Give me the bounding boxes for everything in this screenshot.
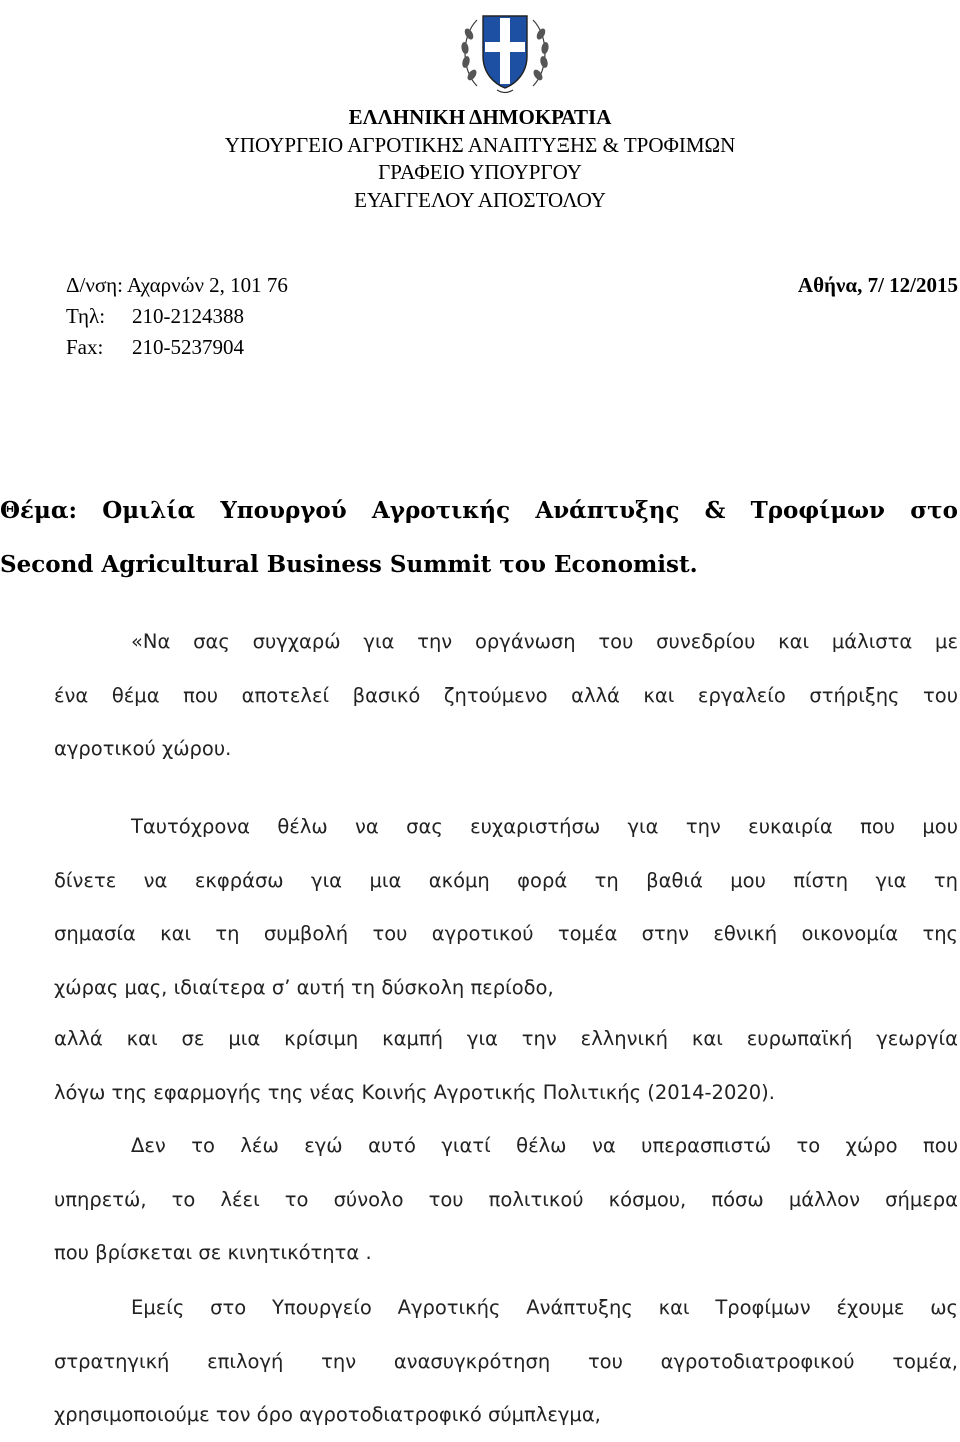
- fax-line: [66, 332, 288, 363]
- paragraph-1: [54, 615, 958, 776]
- subject-word: Αγροτικής: [371, 497, 511, 524]
- subject-word: Τροφίμων: [750, 497, 886, 524]
- subject-word: στο: [910, 497, 958, 524]
- paragraph-4: [54, 1119, 958, 1280]
- subject-line-2: Second Agricultural Business Summit του Economist.: [0, 551, 698, 578]
- subject-word: Ανάπτυξης: [535, 497, 680, 524]
- paragraph-line: που βρίσκεται σε κινητικότητα .: [54, 1241, 372, 1265]
- paragraph-line: χρησιμοποιούμε τον όρο αγροτοδιατροφικό σύμπλεγμα,: [54, 1403, 601, 1427]
- letterhead-country: ΕΛΛΗΝΙΚΗ ΔΗΜΟΚΡΑΤΙΑ: [348, 105, 612, 129]
- paragraph-5: [54, 1281, 958, 1442]
- fax-value: 210-5237904: [132, 335, 244, 359]
- paragraph-3: [54, 1012, 958, 1119]
- paragraph-line: Ταυτόχρονα θέλω να σας ευχαριστήσω για την ευκαιρία που μου: [131, 815, 958, 838]
- paragraph-line: ένα θέμα που αποτελεί βασικό ζητούμενο αλλά και εργαλείο στήριξης του: [54, 683, 958, 707]
- subject-line-1: [0, 484, 958, 538]
- letterhead-minister: ΕΥΑΓΓΕΛΟΥ ΑΠΟΣΤΟΛΟΥ: [354, 187, 606, 212]
- paragraph-2: [54, 800, 958, 1015]
- paragraph-line: Εμείς στο Υπουργείο Αγροτικής Ανάπτυξης και Τροφίμων έχουμε ως: [131, 1296, 958, 1319]
- address-line: Δ/νση: Αχαρνών 2, 101 76: [66, 273, 288, 297]
- tel-label: Τηλ:: [66, 304, 106, 328]
- letterhead-ministry: ΥΠΟΥΡΓΕΙΟ ΑΓΡΟΤΙΚΗΣ ΑΝΑΠΤΥΞΗΣ & ΤΡΟΦΙΜΩΝ: [224, 132, 736, 157]
- paragraph-line: δίνετε να εκφράσω για μια ακόμη φορά τη βαθιά μου πίστη για τη: [54, 868, 958, 892]
- subject-word: Υπουργού: [220, 497, 347, 524]
- letterhead-office: ΓΡΑΦΕΙΟ ΥΠΟΥΡΓΟΥ: [378, 160, 582, 184]
- contact-block: [66, 270, 288, 363]
- paragraph-line: σημασία και τη συμβολή του αγροτικού τομέα στην εθνική οικονομία της: [54, 922, 958, 946]
- subject-heading: [0, 484, 958, 592]
- paragraph-line: λόγω της εφαρμογής της νέας Κοινής Αγροτικής Πολιτικής (2014-2020).: [54, 1080, 775, 1104]
- fax-label: Fax:: [66, 335, 104, 359]
- paragraph-line: στρατηγική επιλογή την ανασυγκρότηση του αγροτοδιατροφικού τομέα,: [54, 1349, 958, 1373]
- subject-word: &: [704, 497, 726, 524]
- paragraph-line: αλλά και σε μια κρίσιμη καμπή για την ελληνική και ευρωπαϊκή γεωργία: [54, 1027, 958, 1050]
- subject-word: Θέμα:: [0, 497, 78, 524]
- letterhead: [130, 104, 830, 214]
- subject-word: Ομιλία: [102, 497, 196, 524]
- tel-line: [66, 301, 288, 332]
- coat-of-arms-emblem: [455, 6, 555, 96]
- paragraph-line: «Να σας συγχαρώ για την οργάνωση του συνεδρίου και μάλιστα με: [131, 630, 958, 653]
- document-date: Αθήνα, 7/ 12/2015: [797, 273, 958, 297]
- tel-value: 210-2124388: [132, 304, 244, 328]
- paragraph-line: Δεν το λέω εγώ αυτό γιατί θέλω να υπερασπιστώ το χώρο που: [131, 1134, 958, 1157]
- paragraph-line: αγροτικού χώρου.: [54, 737, 232, 761]
- paragraph-line: υπηρετώ, το λέει το σύνολο του πολιτικού κόσμου, πόσω μάλλον σήμερα: [54, 1187, 958, 1211]
- paragraph-line: χώρας μας, ιδιαίτερα σ’ αυτή τη δύσκολη περίοδο,: [54, 976, 554, 1000]
